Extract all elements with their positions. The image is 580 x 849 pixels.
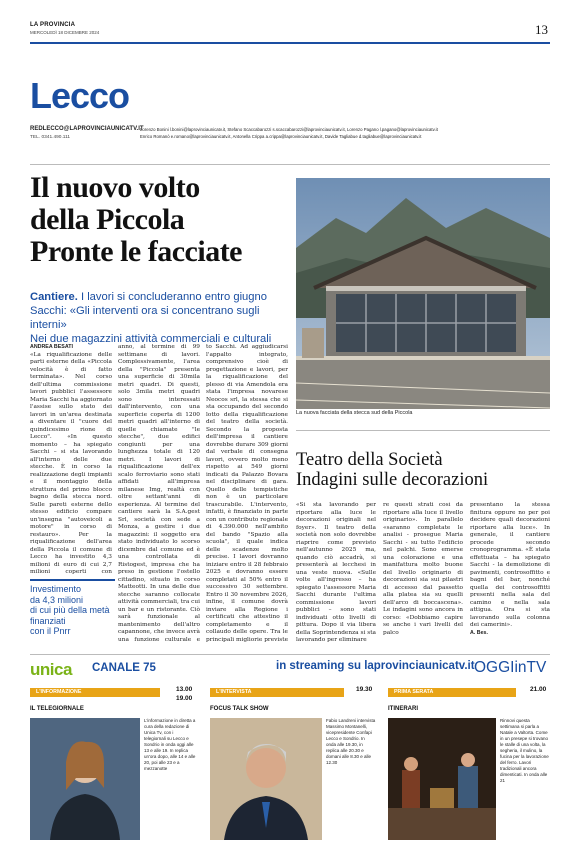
article-column-3	[206, 344, 288, 644]
highlight-line: Investimento	[30, 584, 82, 594]
streaming-link[interactable]: laprovinciaunicatv.it	[364, 660, 475, 672]
article-deck	[30, 290, 288, 346]
contact-row	[30, 126, 550, 150]
section-divider	[30, 164, 550, 165]
tv-time: 19.30	[356, 686, 373, 693]
tv-program-title: FOCUS TALK SHOW	[210, 706, 269, 712]
building-photo-illustration	[296, 178, 550, 409]
masthead-rule	[30, 42, 550, 44]
tv-block-prima-serata	[388, 688, 550, 840]
section-title: Lecco	[30, 75, 130, 116]
secondary-column-3	[470, 502, 550, 647]
highlight-line: di cui più della metà	[30, 605, 110, 615]
article-headline	[30, 172, 288, 268]
secondary-column-2	[383, 502, 463, 647]
tv-program-title: IL TELEGIORNALE	[30, 706, 84, 712]
streaming-banner	[276, 660, 475, 672]
guest-photo	[210, 718, 322, 840]
column-text: re questi strati così da riportare alla luce il livello originario». In parallelo «saranno completate le analisi - prosegue Maria Sacchi - su tutto l'edificio nel palchi. Sono emerse una colorazione e una manifattura molto buone del livello originario di decorazioni sia sui pilastri di accesso dal passetto alla platea sia su quelli dell'arco di boccascena». Le indagini sono ancora in corso: «Dobbiamo capire se anche i vari livelli del palco	[383, 502, 463, 636]
secondary-column-1	[296, 502, 376, 647]
highlight-line: da 4,3 milioni	[30, 594, 84, 605]
byline: ANDREA BESATI	[30, 344, 73, 350]
article-column-1	[30, 344, 112, 574]
tv-program-text: L'informazione in diretta a cura della redazione di Unica Tv, con i telegiornali su Lecco e Sondrio in onda oggi alle 13 e alle 19. In replica un'ora dopo, alle 14 e alle 20, poi alle 23 e a mezzanotte	[144, 718, 196, 771]
headline-line: Pronte le facciate	[30, 235, 243, 268]
deck-line: Sacchi: «Gli interventi ora si concentrano sugli interni»	[30, 305, 260, 331]
staff-list	[140, 126, 550, 140]
newsroom-phone: TEL. 0341.490.111	[30, 135, 71, 140]
staff-line: Enrico Romanò e.romano@laprovinciaunicatv.it, Antonella Crippa a.crippa@laprovinciaunicatv.it, Davide Tagliabue d.tagliabue@laprovinciaunicatv.it	[140, 134, 422, 139]
author-signature: A. Bes.	[470, 629, 488, 636]
streaming-text: in streaming su	[276, 660, 365, 672]
tv-block-informazione	[30, 688, 196, 840]
column-text: «La riqualificazione delle parti esterne della «Piccola velocità è di fatto terminata». Nel corso dell'ultima commissione lavori pubblici l'assessore Maria Sacchi ha aggiornato l'assise sullo stato dei lavori in un'area destinata a diventare il "cuore del quindicesimo rione di Lecco". «In questo momento – ha spiegato Sacchi – si sta lavorando all'interno delle due stecche. È in corso la realizzazione degli impianti e il montaggio della struttura del primo blocco bagno della stecca nord. Sulle pareti esterne dello stesso edificio compare un'insegna "autoveicoli a motore" in corso di restauro». Per la riqualificazione dell'area della Piccola il comune di Lecco ha investito 4,3 milioni di euro di cui 2,7 milioni coperti con	[30, 351, 112, 574]
tv-time: 21.00	[530, 686, 547, 693]
tv-program-title: ITINERARI	[388, 706, 418, 712]
tv-time: 13.00	[176, 686, 193, 693]
sidebar-highlight	[30, 579, 115, 637]
tv-program-text: Rinnovi questa settimana si parla a Natale a Valtorta. Come in un presepe si trovano le stalle di una volta, la segheria, il mulino, la fucina per la lavorazione del ferro. Lavori tradizionali ancora dimenticati. In onda alle 21	[500, 718, 549, 783]
headline-line: Teatro della Società	[296, 450, 443, 470]
newsroom-email[interactable]: REDLECCO@LAPROVINCIAUNICATV.IT	[30, 126, 144, 132]
tv-block-tag: PRIMA SERATA	[388, 688, 516, 697]
highlight-line: con il Pnrr	[30, 626, 71, 636]
newspaper-name: LA PROVINCIA	[30, 22, 76, 28]
column-text: «Si sta lavorando per riportare alla luce le decorazioni originali nel foyer». Il teatro della società non solo dovrebbe riaprire come previsto nell'autunno 2025 ma, quando ciò accadrà, si presenterà ai lecchesi in una veste nuova. «Sulle volte all'ingresso – ha spiegato l'assessore Maria Sacchi durante l'ultima commissione lavori pubblici – sono stati individuati otto livelli di pittura. Dopo il via libera della Soprintendenza si sta lavorando per eliminare	[296, 502, 376, 643]
deck-line: Nei due magazzini attività commerciali e culturali	[30, 333, 272, 345]
article-divider	[296, 430, 550, 431]
headline-line: della Piccola	[30, 203, 185, 236]
column-text: to Sacchi. Ad aggiudicarsi l'appalto integrato, comprensivo cioè di progettazione e lavori, per la riqualificazione del plesso di via Amendola era stata l'impresa novarese Neocos srl, la stessa che si sta occupando del secondo lotto della riqualificazione del teatro della società. Secondo la proposta dell'impresa il cantiere dovrebbe durare 309 giorni dal verbale di consegna lavori, ovvero molto meno rispetto ai 549 giorni indicati da Palazzo Bovara nel disciplinare di gara. Quello delle tempistiche non è un particolare trascurabile. L'intervento, infatti, è finanziato in parte con un contributo regionale di 4.390.000 nell'ambito del bando "Spazio alla scuola", il quale indica delle scadenze molto precise. I lavori dovranno iniziare entro il 28 febbraio 2025 e dovranno essere completati al 50% entro il successivo 30 settembre. Entro il 30 novembre 2026, infine, il comune dovrà inviare alla Regione i certificati che attestino il completamento e il collaudo delle opere. Tra le principali migliorie previste	[206, 344, 288, 643]
secondary-headline	[296, 450, 550, 490]
column-text: presentano la stessa finitura oppure no per poi decidere quali decorazioni riportare alla luce». In generale, il cantiere procede secondo cronoprogramma. «È stata effettuata – ha spiegato Sacchi - la demolizione di pavimenti, controsoffitto e bagni del bar, nonché quella dei controsoffitti presenti nella sala del camino e nella sala attigua. Ora si sta lavorando sulla colonna dei camerini».	[470, 502, 550, 628]
tv-time: 19.00	[176, 695, 193, 702]
article-column-2	[118, 344, 200, 644]
staff-line: Lorenzo Bonini l.bonini@laprovinciaunicatv.it, Stefano Scaccabarozzi s.scaccabarozzi@laprovinciaunicatv.it, Lorenzo Pagano l.pagano@laprovinciaunicatv.it	[140, 127, 438, 132]
highlight-line: finanziati	[30, 615, 66, 626]
page-number: 13	[535, 22, 548, 37]
issue-date: MERCOLEDÌ 18 DICEMBRE 2024	[30, 30, 100, 35]
headline-line: Il nuovo volto	[30, 171, 200, 204]
tv-program-text: Fabio Landreni intervista Massimo Montanelli, vicepresidente Confapi Lecco e Sondrio. In onda alle 19.30, in replica alle 20.30 e domani alle 8.30 e alle 12.30	[326, 718, 376, 765]
guest-illustration	[210, 718, 322, 840]
deck-line: I lavori si concluderanno entro giugno	[77, 291, 267, 303]
tv-logo: unica	[30, 660, 72, 679]
column-text: anno, al termine di 99 settimane di lavori. Complessivamente, l'area della "Piccola" presenta una superficie di 30mila metri quadri. Di questi, solo 3mila metri quadri sono interessati dall'intervento, con una superficie coperta di 1200 metri quadri all'interno di quelle chiamate "le stecche", due edifici congiunti per una lunghezza totale di 120 metri. I lavori di riqualificazione dell'ex scalo ferroviario sono stati affidati all'impresa milanese Img, realtà con oltre settant'anni di esperienza. Al termine del cantiere sarà la S.A.gest Srl, società con sede a Monza, a gestire i due magazzini: il soggetto era stato individuato lo scorso dicembre dal comune ed è una controllata di Ristogest, impresa che ha preso in gestione l'ostello cittadino, situato in corso Matteotti. In una delle due stecche saranno collocate attività commerciali, tra cui un bar e un ristorante. Ciò sarà funzionale al mantenimento dell'altro capannone, che invece avrà una funzione culturale e	[118, 344, 200, 643]
article-photo	[296, 178, 550, 409]
headline-line: Indagini sulle decorazioni	[296, 470, 489, 490]
tv-block-tag: L'INTERVISTA	[210, 688, 344, 697]
oggi-in-tv-logo: OGGIinTV	[474, 659, 547, 676]
deck-kicker: Cantiere.	[30, 291, 78, 303]
nativity-illustration	[388, 718, 496, 840]
tv-channel: CANALE 75	[92, 662, 156, 674]
anchor-photo	[30, 718, 140, 840]
tv-block-tag: L'INFORMAZIONE	[30, 688, 160, 697]
nativity-photo	[388, 718, 496, 840]
anchor-illustration	[30, 718, 140, 840]
tv-block-intervista	[210, 688, 376, 840]
photo-caption: La nuova facciata della stecca sud della Piccola	[296, 410, 413, 416]
